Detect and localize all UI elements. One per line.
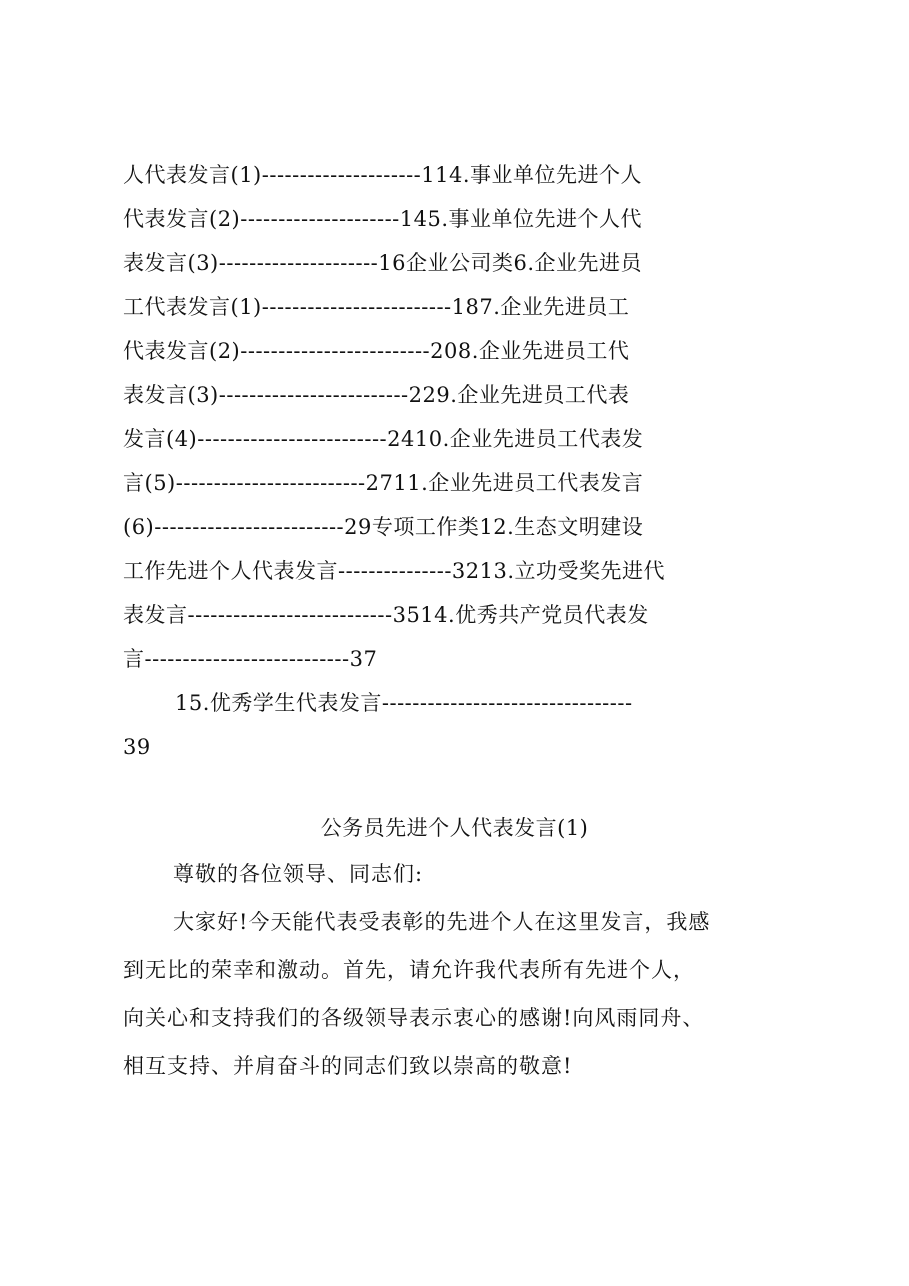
- salutation: 尊敬的各位领导、同志们:: [173, 862, 424, 886]
- paragraph-line: 大家好!今天能代表受表彰的先进个人在这里发言，我感: [173, 910, 711, 934]
- paragraph-line: 向关心和支持我们的各级领导表示衷心的感谢!向风雨同舟、: [123, 1006, 705, 1030]
- article-body: [123, 850, 803, 1090]
- paragraph-line: 相互支持、并肩奋斗的同志们致以崇高的敬意!: [123, 1054, 573, 1078]
- toc-line: 言(5)-------------------------2711.企业先进员工代表发言: [123, 471, 644, 495]
- toc-line: 代表发言(2)---------------------145.事业单位先进个人代: [123, 207, 643, 231]
- toc-line: 发言(4)-------------------------2410.企业先进员工代表发: [123, 427, 644, 451]
- paragraph-line: 到无比的荣幸和激动。首先，请允许我代表所有先进个人，: [123, 958, 695, 982]
- toc-line: 表发言---------------------------3514.优秀共产党员代表发: [123, 603, 649, 627]
- toc-last-entry-page: 39: [123, 735, 151, 759]
- toc-line: 表发言(3)-------------------------229.企业先进员工代表: [123, 383, 630, 407]
- toc-line: 言---------------------------37: [123, 647, 378, 671]
- toc-line: (6)-------------------------29专项工作类12.生态文明建设: [123, 515, 644, 539]
- toc-last-entry: 15.优秀学生代表发言---------------------------------: [175, 691, 633, 715]
- toc-line: 工作先进个人代表发言---------------3213.立功受奖先进代: [123, 559, 666, 583]
- table-of-contents: [123, 153, 803, 769]
- article-title: 公务员先进个人代表发言(1): [320, 816, 589, 840]
- toc-line: 人代表发言(1)---------------------114.事业单位先进个人: [123, 163, 643, 187]
- toc-line: 代表发言(2)-------------------------208.企业先进员工代: [123, 339, 630, 363]
- toc-line: 工代表发言(1)-------------------------187.企业先进员工: [123, 295, 630, 319]
- toc-line: 表发言(3)---------------------16企业公司类6.企业先进员: [123, 251, 643, 275]
